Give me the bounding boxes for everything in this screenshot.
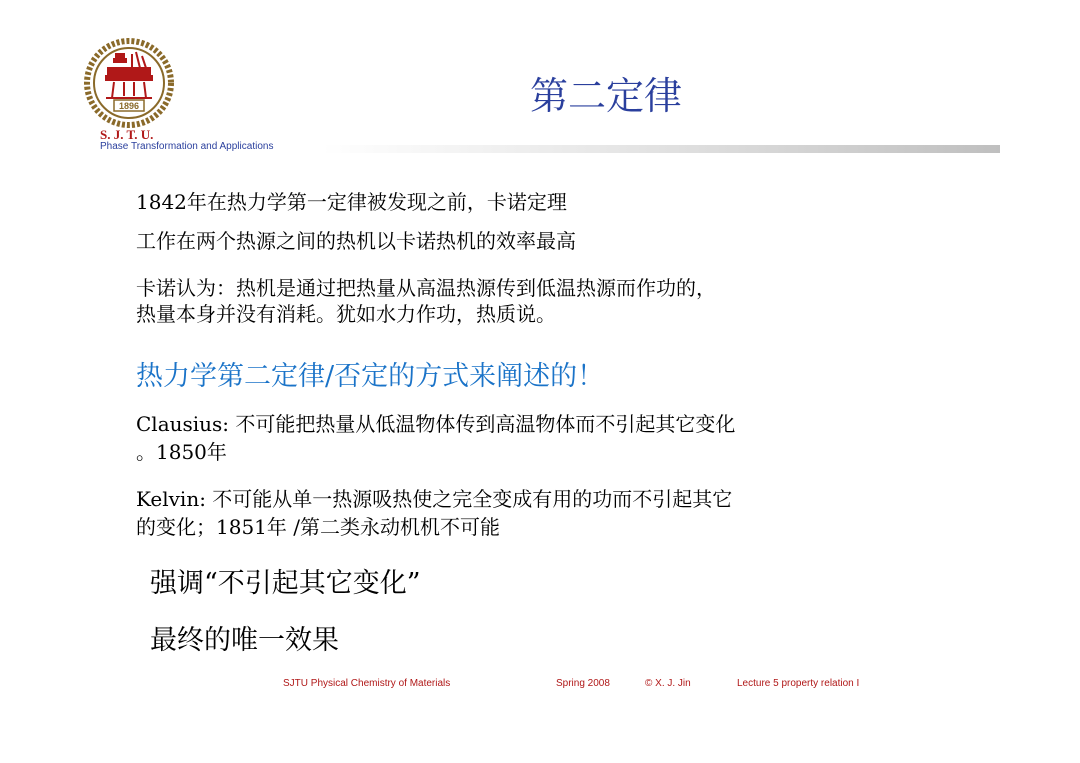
header-divider-bar: [322, 145, 1000, 153]
kelvin-statement-a: Kelvin: 不可能从单一热源吸热使之完全变成有用的功而不引起其它: [136, 487, 733, 511]
logo-year: 1896: [118, 101, 140, 111]
body-line-3b: 热量本身并没有消耗。犹如水力作功，热质说。: [136, 302, 556, 326]
body-line-2: 工作在两个热源之间的热机以卡诺热机的效率最高: [136, 229, 576, 253]
final-effect-line: 最终的唯一效果: [150, 625, 339, 656]
body-line-3a: 卡诺认为：热机是通过把热量从高温热源传到低温热源而作功的，: [136, 276, 716, 300]
kelvin-statement-b: 的变化；1851年 /第二类永动机机不可能: [136, 515, 500, 539]
clausius-statement-b: 。1850年: [136, 440, 227, 464]
body-line-1: 1842年在热力学第一定律被发现之前，卡诺定理: [136, 190, 567, 214]
footer-course: SJTU Physical Chemistry of Materials: [283, 678, 451, 689]
emphasis-line: 强调“不引起其它变化”: [150, 568, 421, 599]
clausius-statement-a: Clausius: 不可能把热量从低温物体传到高温物体而不引起其它变化: [136, 412, 736, 436]
school-name: S. J. T. U.: [100, 127, 154, 142]
footer-lecture: Lecture 5 property relation I: [737, 678, 860, 689]
course-subtitle: Phase Transformation and Applications: [100, 141, 274, 152]
sjtu-emblem-icon: [84, 38, 174, 128]
slide-title: 第二定律: [530, 74, 683, 118]
footer-author: © X. J. Jin: [645, 678, 691, 689]
footer-term: Spring 2008: [556, 678, 610, 689]
highlight-statement: 热力学第二定律/否定的方式来阐述的！: [136, 361, 605, 392]
